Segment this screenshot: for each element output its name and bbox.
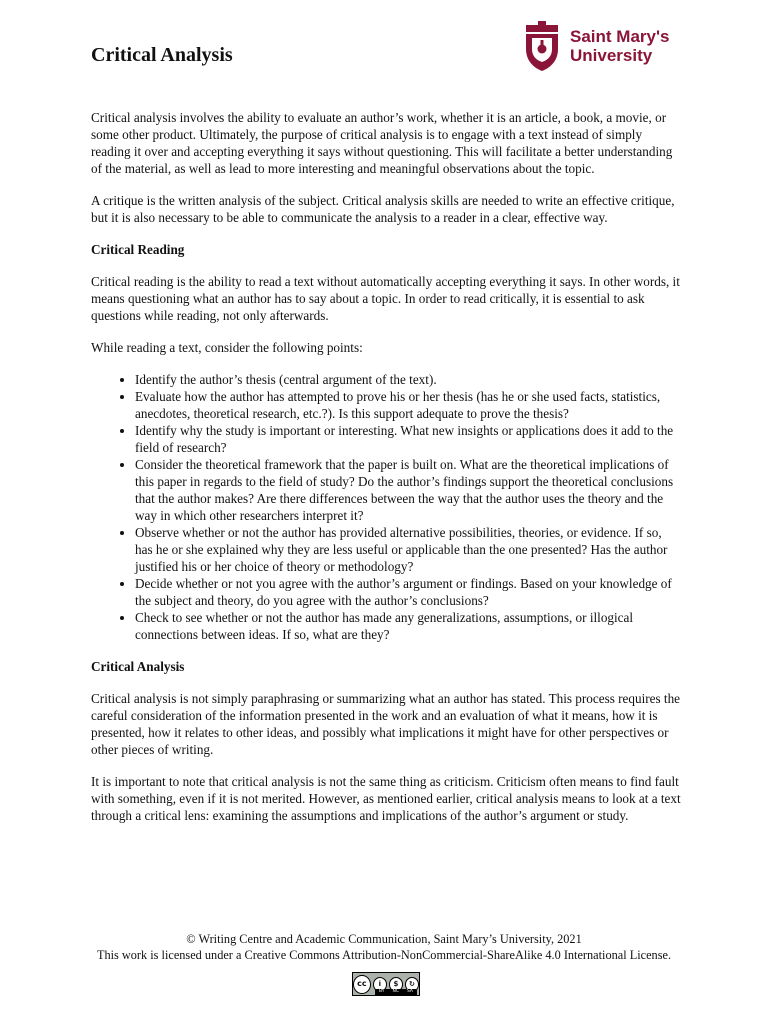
list-item: • Evaluate how the author has attempted to prove his or her thesis (has he or she used facts, statistics, anecdotes, theoretical research, etc.?). Is this support adequate to prove the thesis?	[135, 388, 681, 422]
reading-paragraph-1: Critical reading is the ability to read a text without automatically accepting everything it says. In other words, it means questioning what an author has to say about a topic. In order to read critically, it is essential to ask questions while reading, not only afterwards.	[91, 274, 680, 323]
list-item: • Check to see whether or not the author has made any generalizations, assumptions, or illogical connections between ideas. If so, what are they?	[135, 609, 681, 643]
by-label: BY	[378, 989, 385, 994]
list-item: • Decide whether or not you agree with the author’s argument or findings. Based on your knowledge of the subject and theory, do you agree with the author’s conclusions?	[135, 575, 681, 609]
nc-label: NC	[392, 989, 400, 994]
list-item: • Identify the author’s thesis (central argument of the text).	[135, 371, 681, 388]
license-text: This work is licensed under a Creative Commons Attribution-NonCommercial-ShareAlike 4.0 International License.	[96, 948, 672, 962]
logo-wordmark	[570, 27, 669, 65]
page-title: Critical Analysis	[91, 44, 233, 66]
list-item: • Identify why the study is important or interesting. What new insights or applications does it add to the field of research?	[135, 422, 681, 456]
copyright-text: © Writing Centre and Academic Communication, Saint Mary’s University, 2021	[186, 932, 582, 946]
page-footer	[0, 931, 768, 963]
sharealike-icon: ↻	[405, 977, 419, 992]
logo-line-2: University	[570, 46, 653, 65]
section-heading-critical-analysis: Critical Analysis	[91, 659, 185, 674]
intro-paragraph-1: Critical analysis involves the ability to evaluate an author’s work, whether it is an article, a book, a movie, or some other product. Ultimately, the purpose of critical analysis is to engage with a text instead of simply reading it over and accepting everything it says without questioning. This will facilitate a better understanding of the material, as well as lead to more interesting and meaningful observations about the topic.	[91, 110, 673, 176]
intro-paragraph-2: A critique is the written analysis of the subject. Critical analysis skills are needed to write an effective critique, but it is also necessary to be able to communicate the analysis to a reader in a clear, effective way.	[91, 193, 675, 225]
list-item: • Observe whether or not the author has provided alternative possibilities, theories, or evidence. If so, has he or she explained why they are less useful or applicable than the one presented? Has the author justified his or her choice of theory or methodology?	[135, 524, 681, 575]
section-heading-critical-reading: Critical Reading	[91, 242, 185, 257]
analysis-paragraph-1: Critical analysis is not simply paraphrasing or summarizing what an author has stated. This process requires the careful consideration of the information presented in the work and an evaluation of what it means, how it is presented, how it relates to other ideas, and possibly what implications it might have for other perspectives or other pieces of writing.	[91, 691, 681, 757]
sa-label: SA	[406, 989, 414, 994]
considerations-list	[91, 371, 681, 643]
logo-line-1: Saint Mary's	[570, 27, 670, 46]
noncommercial-icon: $	[389, 977, 403, 992]
crest-icon	[522, 21, 562, 71]
analysis-paragraph-2: It is important to note that critical analysis is not the same thing as criticism. Criticism often means to find fault with something, even if it is not merited. However, as mentioned earlier, critical analysis means to look at a text through a critical lens: examining the assumptions and implications of the author’s argument or study.	[91, 774, 681, 823]
list-item: • Consider the theoretical framework that the paper is built on. What are the theoretical implications of this paper in regards to the field of study? Do the author’s findings support the theoretical conclusions that the author makes? Are there differences between the way that the author uses the theory and the way in which other researchers interpret it?	[135, 456, 681, 524]
cc-icon: cc	[353, 975, 371, 994]
document-body	[91, 109, 681, 839]
cc-badge-labels	[375, 989, 417, 995]
attribution-icon: i	[373, 977, 387, 992]
reading-paragraph-2: While reading a text, consider the following points:	[91, 340, 363, 355]
university-logo	[522, 18, 692, 74]
cc-license-badge[interactable]	[352, 972, 420, 996]
